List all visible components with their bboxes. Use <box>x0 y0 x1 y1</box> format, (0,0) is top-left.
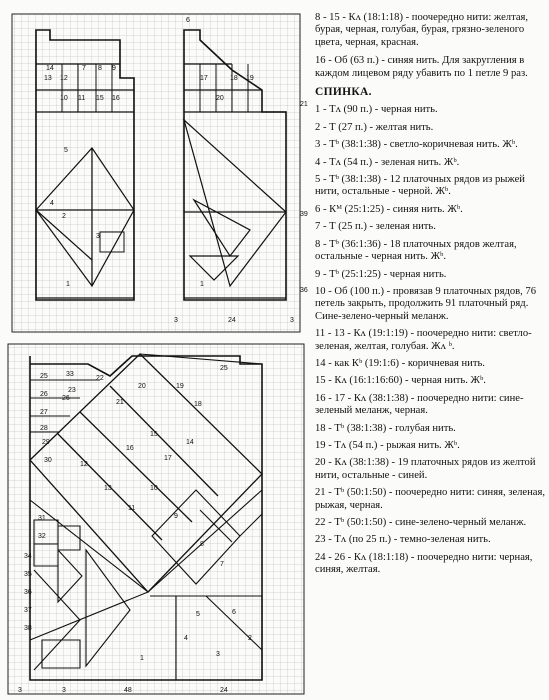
chart-label: 30 <box>44 457 52 464</box>
back-pattern-chart <box>0 340 312 700</box>
instruction-item: 2 - Т (27 п.) - желтая нить. <box>315 121 434 133</box>
chart-label: 8 <box>98 65 102 72</box>
chart-label: 23 <box>68 387 76 394</box>
chart-label: 21 <box>300 101 308 108</box>
chart-label: 1 <box>140 655 144 662</box>
instruction-item: 10 - Об (100 п.) - провязав 9 платочных рядов, 76 петель закрыть, продолжить 91 платочный ряд. Сине-зелено-черный меланж. <box>315 285 537 322</box>
chart-label: 39 <box>300 211 308 218</box>
chart-label: 8 <box>200 541 204 548</box>
chart-label: 33 <box>66 371 74 378</box>
instructions-column <box>315 12 547 582</box>
chart-label: 20 <box>216 95 224 102</box>
chart-label: 18 <box>194 401 202 408</box>
chart-label: 13 <box>104 485 112 492</box>
chart-label: 14 <box>186 439 194 446</box>
chart-label: 32 <box>38 533 46 540</box>
instruction-item: 16 - 17 - Кᴧ (38:1:38) - поочередно нити: сине-зеленый меланж, черная. <box>315 392 524 417</box>
chart-label: 24 <box>228 317 236 324</box>
chart-label: 9 <box>112 65 116 72</box>
section-title: СПИНКА. <box>315 86 372 99</box>
chart-label: 26 <box>40 391 48 398</box>
chart-label: 25 <box>40 373 48 380</box>
chart-label: 3 <box>96 233 100 240</box>
chart-label: 18 <box>230 75 238 82</box>
instruction-item: 8 - Тᵇ (36:1:36) - 18 платочных рядов желтая, остальные - черная нить. Жᵇ. <box>315 238 517 263</box>
chart-label: 11 <box>128 505 136 512</box>
chart-label: 10 <box>150 485 158 492</box>
chart-label: 24 <box>220 687 228 694</box>
instruction-item: 1 - Тᴧ (90 п.) - черная нить. <box>315 104 438 116</box>
chart-label: 29 <box>42 439 50 446</box>
grid-frame-2 <box>8 344 304 694</box>
instruction-item: 9 - Тᵇ (25:1:25) - черная нить. <box>315 268 447 280</box>
chart-label: 15 <box>96 95 104 102</box>
instruction-item: 5 - Тᵇ (38:1:38) - 12 платочных рядов из рыжей нити, остальные - черной. Жᵇ. <box>315 174 525 198</box>
instruction-top-1: 16 - Об (63 п.) - синяя нить. Для закругления в каждом лицевом ряду убавить по 1 петле 9 раз. <box>315 55 528 79</box>
chart-label: 34 <box>24 553 32 560</box>
chart-label: 16 <box>126 445 134 452</box>
chart-label: 26 <box>62 395 70 402</box>
chart-label: 48 <box>124 687 132 694</box>
chart-label: 19 <box>246 75 254 82</box>
instruction-item: 7 - Т (25 п.) - зеленая нить. <box>315 221 436 233</box>
instruction-top-0: 8 - 15 - Кᴧ (18:1:18) - поочередно нити: желтая, бурая, черная, голубая, бурая, грязно-зеленого цвета, черная, красная. <box>315 12 529 48</box>
chart-label: 35 <box>24 571 32 578</box>
chart-label: 11 <box>78 95 86 102</box>
chart-label: 5 <box>196 611 200 618</box>
instruction-item: 4 - Тᴧ (54 п.) - зеленая нить. Жᵇ. <box>315 156 460 168</box>
instruction-item: 18 - Тᵇ (38:1:38) - голубая нить. <box>315 422 456 434</box>
chart-label: 20 <box>138 383 146 390</box>
instruction-item: 24 - 26 - Кᴧ (18:1:18) - поочередно нити: черная, синяя, желтая. <box>315 551 533 576</box>
chart-label: 36 <box>300 287 308 294</box>
instruction-list <box>315 104 547 576</box>
chart-label: 22 <box>96 375 104 382</box>
instruction-item: 23 - Тᴧ (по 25 п.) - темно-зеленая нить. <box>315 534 491 546</box>
chart-label: 13 <box>44 75 52 82</box>
instruction-item: 20 - Кᴧ (38:1:38) - 19 платочных рядов из желтой нити, остальные - синей. <box>315 457 536 481</box>
front-pattern-chart <box>0 0 312 340</box>
chart-label: 4 <box>184 635 188 642</box>
instruction-item: 22 - Тᵇ (50:1:50) - сине-зелено-черный меланж. <box>315 517 527 528</box>
chart-label: 3 <box>216 651 220 658</box>
chart-label: 3 <box>62 687 66 694</box>
instruction-item: 11 - 13 - Кᴧ (19:1:19) - поочередно нити: светло-зеленая, желтая, голубая. Жᴧ ᵇ. <box>315 328 532 352</box>
chart-label: 36 <box>24 589 32 596</box>
instruction-item: 19 - Тᴧ (54 п.) - рыжая нить. Жᵇ. <box>315 439 460 451</box>
chart-label: 14 <box>46 65 54 72</box>
chart-label: 3 <box>174 317 178 324</box>
chart-label: 7 <box>82 65 86 72</box>
chart-label: 6 <box>232 609 236 616</box>
chart-label: 15 <box>150 431 158 438</box>
chart-label: 27 <box>40 409 48 416</box>
chart-label: 19 <box>176 383 184 390</box>
chart-label: 12 <box>60 75 68 82</box>
chart-label: 16 <box>112 95 120 102</box>
instruction-item: 3 - Тᵇ (38:1:38) - светло-коричневая нить. Жᵇ. <box>315 139 518 151</box>
chart-label: 4 <box>50 200 54 207</box>
chart-label: 21 <box>116 399 124 406</box>
chart-label: 38 <box>24 625 32 632</box>
chart-label: 31 <box>38 515 46 522</box>
instruction-item: 6 - Кᴹ (25:1:25) - синяя нить. Жᵇ. <box>315 203 463 215</box>
chart-label: 37 <box>24 607 32 614</box>
chart-label: 5 <box>64 147 68 154</box>
chart-label: 9 <box>174 513 178 520</box>
chart-label: 7 <box>220 561 224 568</box>
chart-label: 28 <box>40 425 48 432</box>
chart-label: 12 <box>80 461 88 468</box>
chart-label: 2 <box>62 213 66 220</box>
chart-label: 3 <box>18 687 22 694</box>
chart-label: 10 <box>60 95 68 102</box>
chart-label: 6 <box>186 17 190 24</box>
chart-label: 17 <box>200 75 208 82</box>
chart-label: 1 <box>200 281 204 288</box>
chart-label: 25 <box>220 365 228 372</box>
chart-label: 1 <box>66 281 70 288</box>
instruction-item: 15 - Кᴧ (16:1:16:60) - черная нить. Жᵇ. <box>315 375 486 387</box>
chart-label: 17 <box>164 455 172 462</box>
chart-label: 3 <box>290 317 294 324</box>
instruction-item: 21 - Тᵇ (50:1:50) - поочередно нити: синяя, зеленая, рыжая, черная. <box>315 487 546 511</box>
instruction-item: 14 - как Кᵇ (19:1:6) - коричневая нить. <box>315 357 485 369</box>
chart-label: 2 <box>248 635 252 642</box>
grid-frame <box>12 14 300 332</box>
